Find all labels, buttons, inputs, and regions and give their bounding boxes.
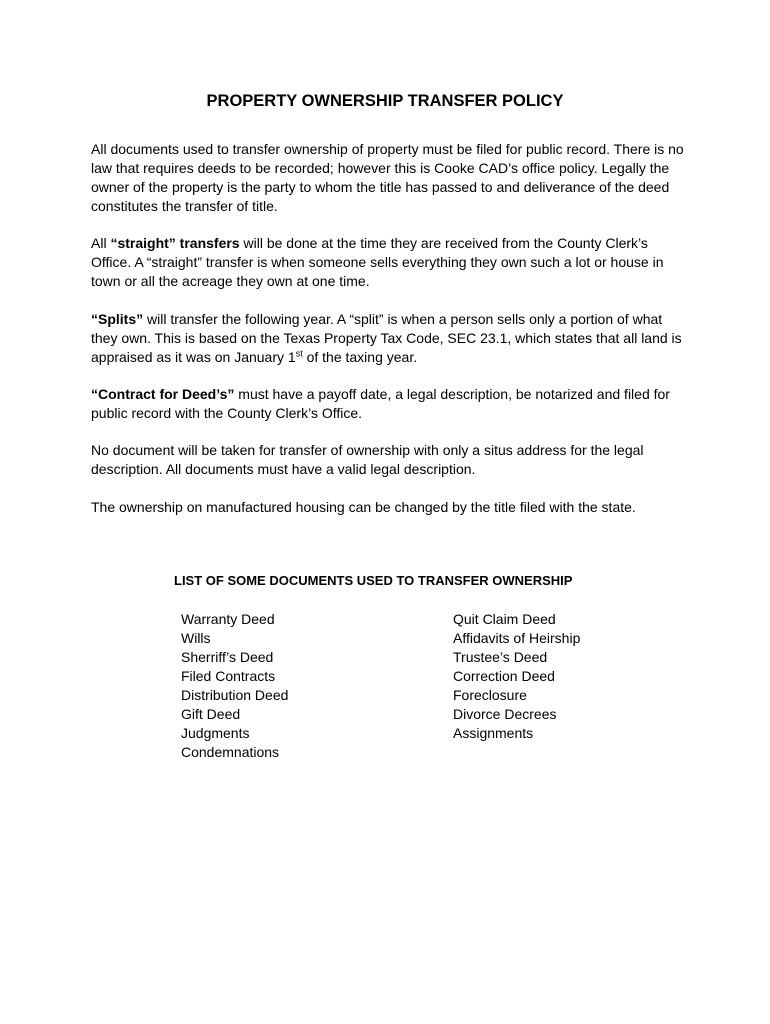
contract-text: must have a payoff date, a legal description, be notarized and filed for public record with the County Clerk’s Office. (91, 386, 670, 421)
list-item: Trustee’s Deed (453, 649, 548, 665)
splits-superscript: st (295, 348, 303, 359)
list-item: Distribution Deed (181, 687, 289, 703)
list-item: Filed Contracts (181, 668, 276, 684)
list-item: Wills (181, 630, 211, 646)
splits-bold: “Splits” (91, 311, 144, 327)
contract-for-deed-paragraph (91, 385, 691, 423)
page-title: PROPERTY OWNERSHIP TRANSFER POLICY (206, 92, 564, 110)
straight-bold: “straight” transfers (110, 235, 240, 251)
list-item: Sherriff’s Deed (181, 649, 274, 665)
list-item: Assignments (453, 725, 534, 741)
straight-text: will be done at the time they are received from the County Clerk’s Office. A “straight” transfer is when someone sells everything they own such a lot or house in town or all the acreage they own at one time. (91, 235, 664, 289)
splits-text: will transfer the following year. A “split” is when a person sells only a portion of what they own. This is based on the Texas Property Tax Code, SEC 23.1, which states that all land is appraised as it was on January 1 (91, 311, 682, 365)
list-item: Divorce Decrees (453, 706, 557, 722)
documents-list-heading: LIST OF SOME DOCUMENTS USED TO TRANSFER OWNERSHIP (174, 573, 573, 588)
list-item: Correction Deed (453, 668, 555, 684)
list-item: Quit Claim Deed (453, 611, 556, 627)
list-item: Affidavits of Heirship (453, 630, 581, 646)
splits-tail: of the taxing year. (302, 349, 418, 365)
documents-list-left (181, 610, 288, 762)
straight-lead: All (91, 235, 111, 251)
situs-paragraph: No document will be taken for transfer of ownership with only a situs address for the legal description. All documents must have a valid legal description. (91, 442, 644, 477)
list-item: Gift Deed (181, 706, 241, 722)
list-item: Warranty Deed (181, 611, 275, 627)
list-item: Judgments (181, 725, 250, 741)
straight-transfers-paragraph (91, 234, 691, 291)
documents-list-right (453, 610, 580, 743)
manufactured-housing-paragraph: The ownership on manufactured housing can be changed by the title filed with the state. (91, 499, 636, 515)
intro-paragraph: All documents used to transfer ownership of property must be filed for public record. There is no law that requires deeds to be recorded; however this is Cooke CAD’s office policy. Legally the owner of the property is the party to whom the title has passed to and deliverance of the deed constitutes the transfer of title. (91, 141, 684, 214)
list-item: Condemnations (181, 744, 280, 760)
contract-bold: “Contract for Deed’s” (91, 386, 235, 402)
list-item: Foreclosure (453, 687, 527, 703)
splits-paragraph (91, 310, 691, 367)
